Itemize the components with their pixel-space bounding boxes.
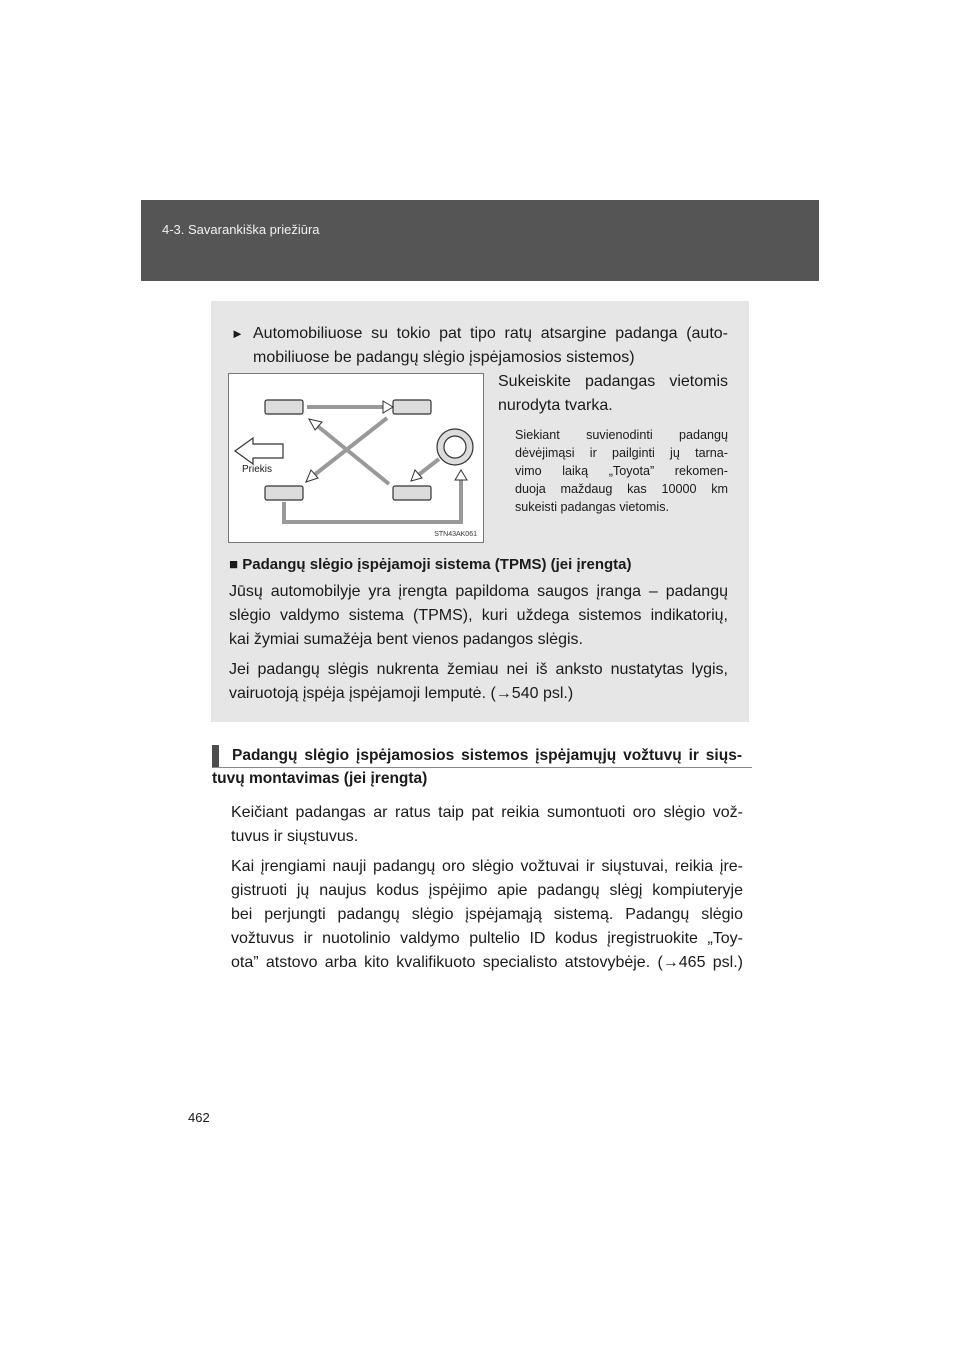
s2-p2-line-3: bei perjungti padangų slėgio įspėjamąją sistemą. Padangų slėgio (231, 906, 743, 923)
s2-p2-line-2: gistruoti jų naujus kodus įspėjimo apie padangų slėgį kompiuteryje (231, 882, 743, 899)
s2-p2-line-1: Kai įrengiami nauji padangų oro slėgio vožtuvai ir siųstuvai, reikia įre- (231, 858, 743, 875)
bullet-line-1: Automobiliuose su tokio pat tipo ratų atsargine padanga (auto- (253, 325, 728, 342)
front-arrow-icon (235, 438, 283, 464)
arrow-fr-to-rl (313, 418, 387, 476)
tpms-heading: ■ Padangų slėgio įspėjamoji sistema (TPMS) (jei įrengta) (229, 556, 632, 573)
tpms-p2-line-2: vairuotoją įspėja įspėjamoji lemputė. (→540 psl.) (229, 685, 574, 702)
tpms-p2-line-1: Jei padangų slėgis nukrenta žemiau nei iš anksto nustatytas lygis, (229, 661, 728, 678)
arrow-rl-to-spare (284, 478, 461, 522)
front-label: Priekis (242, 464, 273, 475)
tire-rotation-diagram (228, 373, 484, 543)
triangle-bullet-icon: ► (231, 326, 244, 341)
rotation-arrows (229, 374, 485, 544)
figure-code: STN43AK061 (434, 531, 477, 538)
s2-p2-line-4: vožtuvus ir nuotolinio valdymo pultelio ID kodus įregistruokite „Toy- (231, 930, 743, 947)
section-heading-line-2: tuvų montavimas (jei įrengta) (212, 770, 428, 787)
tire-front-right (393, 400, 431, 414)
s2-p2-line-5: ota” atstovo arba kito kvalifikuoto specialisto atstovybėje. (→465 psl.) (231, 954, 743, 971)
s2-p1-line-2: tuvus ir siųstuvus. (231, 828, 359, 845)
note-line-5: sukeisti padangas vietomis. (515, 500, 670, 514)
bullet-line-2: mobiliuose be padangų slėgio įspėjamosios sistemos) (253, 349, 635, 366)
section-heading-line-1: Padangų slėgio įspėjamosios sistemos įspėjamųjų vožtuvų ir siųs- (232, 747, 742, 764)
tire-rear-right (393, 486, 431, 500)
tire-front-left (265, 400, 303, 414)
arrow-rr-to-fl (315, 424, 389, 484)
arrow-spare-to-rr (417, 459, 439, 476)
tpms-p1-line-1: Jūsų automobilyje yra įrengta papildoma saugos įranga – padangų (229, 583, 728, 600)
page-number: 462 (188, 1110, 210, 1125)
instruction-line-1: Sukeiskite padangas vietomis (498, 373, 728, 390)
tpms-p1-line-3: kai žymiai sumažėja bent vienos padangos slėgis. (229, 631, 583, 648)
s2-p1-line-1: Keičiant padangas ar ratus taip pat reikia sumontuoti oro slėgio vož- (231, 804, 743, 821)
instruction-line-2: nurodyta tvarka. (498, 397, 613, 414)
section-title: 4-3. Savarankiška priežiūra (162, 222, 320, 237)
tire-rear-left (265, 486, 303, 500)
note-line-2: dėvėjimąsi ir pailginti jų tarna- (515, 446, 728, 460)
note-line-4: duoja maždaug kas 10000 km (515, 482, 728, 496)
note-line-3: vimo laiką „Toyota” rekomen- (515, 464, 728, 478)
tpms-p1-line-2: slėgio valdymo sistema (TPMS), kuri uždega sistemos indikatorių, (229, 607, 728, 624)
page-header (141, 200, 819, 281)
note-line-1: Siekiant suvienodinti padangų (515, 428, 728, 442)
section-heading-marker (212, 745, 219, 767)
